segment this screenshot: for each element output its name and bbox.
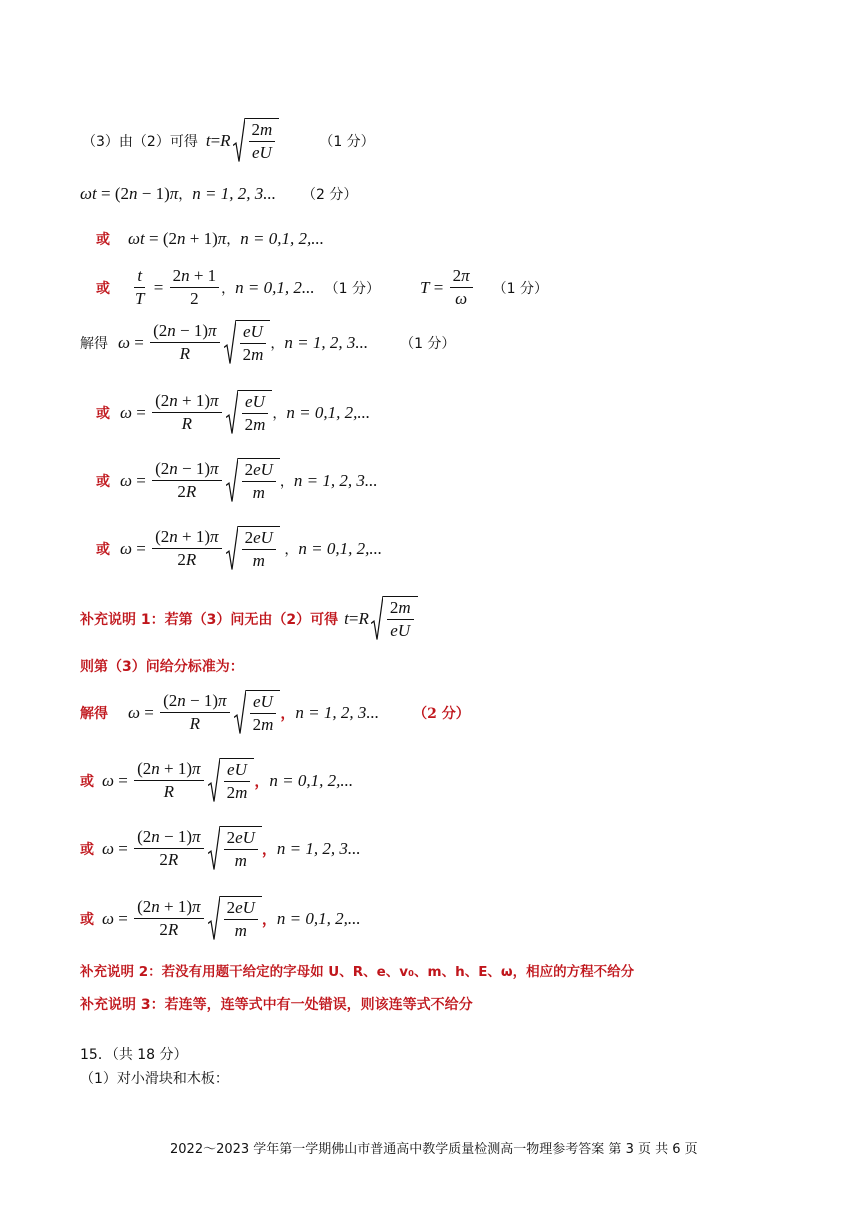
formula-t: t = R $\frac{2m}{eU}$	[206, 118, 280, 164]
line-red-omega-2: 或 ω = $\frac{(2n + 1)\pi}{R}$ $\frac{eU}{2m}$ ， n = 0,1, 2,...	[80, 759, 354, 803]
score-label: （2 分）	[302, 187, 358, 203]
n-condition: n = 0,1, 2,...	[298, 538, 383, 558]
formula-period: T = $\frac{2\pi}{\omega}$	[420, 266, 475, 310]
or-label: 或	[80, 911, 94, 928]
line-omega-t-alt: 或 ωt = (2 n + 1) π ， n = 0,1, 2,...	[96, 229, 324, 248]
formula-omega-3: ω = $\frac{(2n - 1)\pi}{2R}$ $\frac{2eU}{m}$	[120, 458, 280, 504]
line-prefix: （3）由（2）可得	[82, 133, 198, 150]
question-15-part-1	[80, 1068, 229, 1088]
line-omega-t: ωt = (2 n − 1) π ， n = 1, 2, 3... （2 分）	[80, 184, 358, 203]
formula-omega-t-alt: ωt = (2 n + 1) π	[128, 229, 227, 248]
formula-omega-1: ω = $\frac{(2n - 1)\pi}{R}$ $\frac{eU}{2m}$	[128, 690, 280, 736]
line-t-over-T: 或 $\frac{t}{T}$ = $\frac{2n + 1}{2}$ ， n = 0,1, 2... （1 分） T = $\frac{2\pi}{\omega}$ （1 分）	[96, 266, 548, 309]
solution-label: 解得	[80, 335, 108, 352]
formula-omega-3: ω = $\frac{(2n - 1)\pi}{2R}$ $\frac{2eU}{m}$	[102, 826, 262, 872]
supplement-text: 补充说明 1：若第（3）问无由（2）可得	[80, 611, 339, 628]
supplement-text: 补充说明 3：若连等，连等式中有一处错误，则该连等式不给分	[80, 997, 473, 1013]
formula-t-over-T: $\frac{t}{T}$ = $\frac{2n + 1}{2}$	[130, 266, 221, 310]
page-footer: 2022～2023 学年第一学期佛山市普通高中教学质量检测高一物理参考答案 第 3 页 共 6 页	[170, 1142, 698, 1157]
supplement-note-1	[80, 596, 418, 642]
line-t-expression	[82, 118, 375, 164]
score-label: （1 分）	[492, 280, 548, 297]
line-red-omega-1: 解得 ω = $\frac{(2n - 1)\pi}{R}$ $\frac{eU}{2m}$ ， n = 1, 2, 3... （2 分）	[80, 691, 470, 735]
n-condition: n = 1, 2, 3...	[284, 332, 369, 352]
solution-label: 解得	[80, 705, 108, 722]
n-condition: n = 1, 2, 3...	[293, 470, 378, 490]
line-omega-solution-1: 解得 ω = $\frac{(2n - 1)\pi}{R}$ $\frac{eU}{2m}$ ， n = 1, 2, 3... （1 分）	[80, 321, 456, 365]
supplement-note-3	[80, 994, 473, 1014]
score-label: （1 分）	[319, 133, 375, 150]
question-text: （1）对小滑块和木板：	[80, 1071, 229, 1087]
formula-omega-2: ω = $\frac{(2n + 1)\pi}{R}$ $\frac{eU}{2m}$	[120, 390, 272, 436]
formula-omega-4: ω = $\frac{(2n + 1)\pi}{2R}$ $\frac{2eU}{m}$	[120, 526, 280, 572]
or-label: 或	[96, 280, 110, 297]
or-label: 或	[80, 773, 94, 790]
line-red-omega-4: 或 ω = $\frac{(2n + 1)\pi}{2R}$ $\frac{2eU}{m}$ ， n = 0,1, 2,...	[80, 897, 361, 941]
line-omega-alt-3: 或 ω = $\frac{(2n + 1)\pi}{2R}$ $\frac{2eU}{m}$ ， n = 0,1, 2,...	[96, 527, 383, 571]
line-omega-alt-2: 或 ω = $\frac{(2n - 1)\pi}{2R}$ $\frac{2eU}{m}$ ， n = 1, 2, 3...	[96, 459, 378, 503]
line-red-omega-3: 或 ω = $\frac{(2n - 1)\pi}{2R}$ $\frac{2eU}{m}$ ， n = 1, 2, 3...	[80, 827, 361, 871]
score-label: （1 分）	[400, 335, 456, 352]
or-label: 或	[96, 473, 110, 490]
n-condition: n = 0,1, 2...	[235, 277, 315, 297]
supplement-note-1-criteria	[80, 656, 244, 676]
n-condition: n = 0,1, 2,...	[276, 908, 361, 928]
supplement-note-2	[80, 960, 634, 980]
n-condition: n = 1, 2, 3...	[192, 184, 276, 203]
n-condition: n = 0,1, 2,...	[240, 229, 324, 248]
n-condition: n = 1, 2, 3...	[295, 702, 380, 722]
or-label: 或	[96, 232, 110, 248]
formula-t: t = R $\frac{2m}{eU}$	[344, 596, 418, 642]
formula-omega-1: ω = $\frac{(2n - 1)\pi}{R}$ $\frac{eU}{2m}$	[118, 320, 270, 366]
or-label: 或	[80, 841, 94, 858]
question-text: 15．（共 18 分）	[80, 1047, 188, 1063]
supplement-text: 补充说明 2：若没有用题干给定的字母如 U、R、e、v₀、m、h、E、ω，相应的方程不给分	[80, 964, 635, 980]
or-label: 或	[96, 541, 110, 558]
supplement-text: 则第（3）问给分标准为：	[80, 659, 244, 675]
line-omega-alt-1: 或 ω = $\frac{(2n + 1)\pi}{R}$ $\frac{eU}{2m}$ ， n = 0,1, 2,...	[96, 391, 371, 435]
formula-omega-t: ωt = (2 n − 1) π	[80, 184, 179, 203]
formula-omega-4: ω = $\frac{(2n + 1)\pi}{2R}$ $\frac{2eU}{m}$	[102, 896, 262, 942]
or-label: 或	[96, 405, 110, 422]
score-label: （2 分）	[413, 705, 470, 722]
n-condition: n = 1, 2, 3...	[276, 838, 361, 858]
score-label: （1 分）	[324, 280, 380, 297]
question-15-heading	[80, 1044, 188, 1064]
n-condition: n = 0,1, 2,...	[269, 770, 354, 790]
formula-omega-2: ω = $\frac{(2n + 1)\pi}{R}$ $\frac{eU}{2m}$	[102, 758, 254, 804]
n-condition: n = 0,1, 2,...	[286, 402, 371, 422]
